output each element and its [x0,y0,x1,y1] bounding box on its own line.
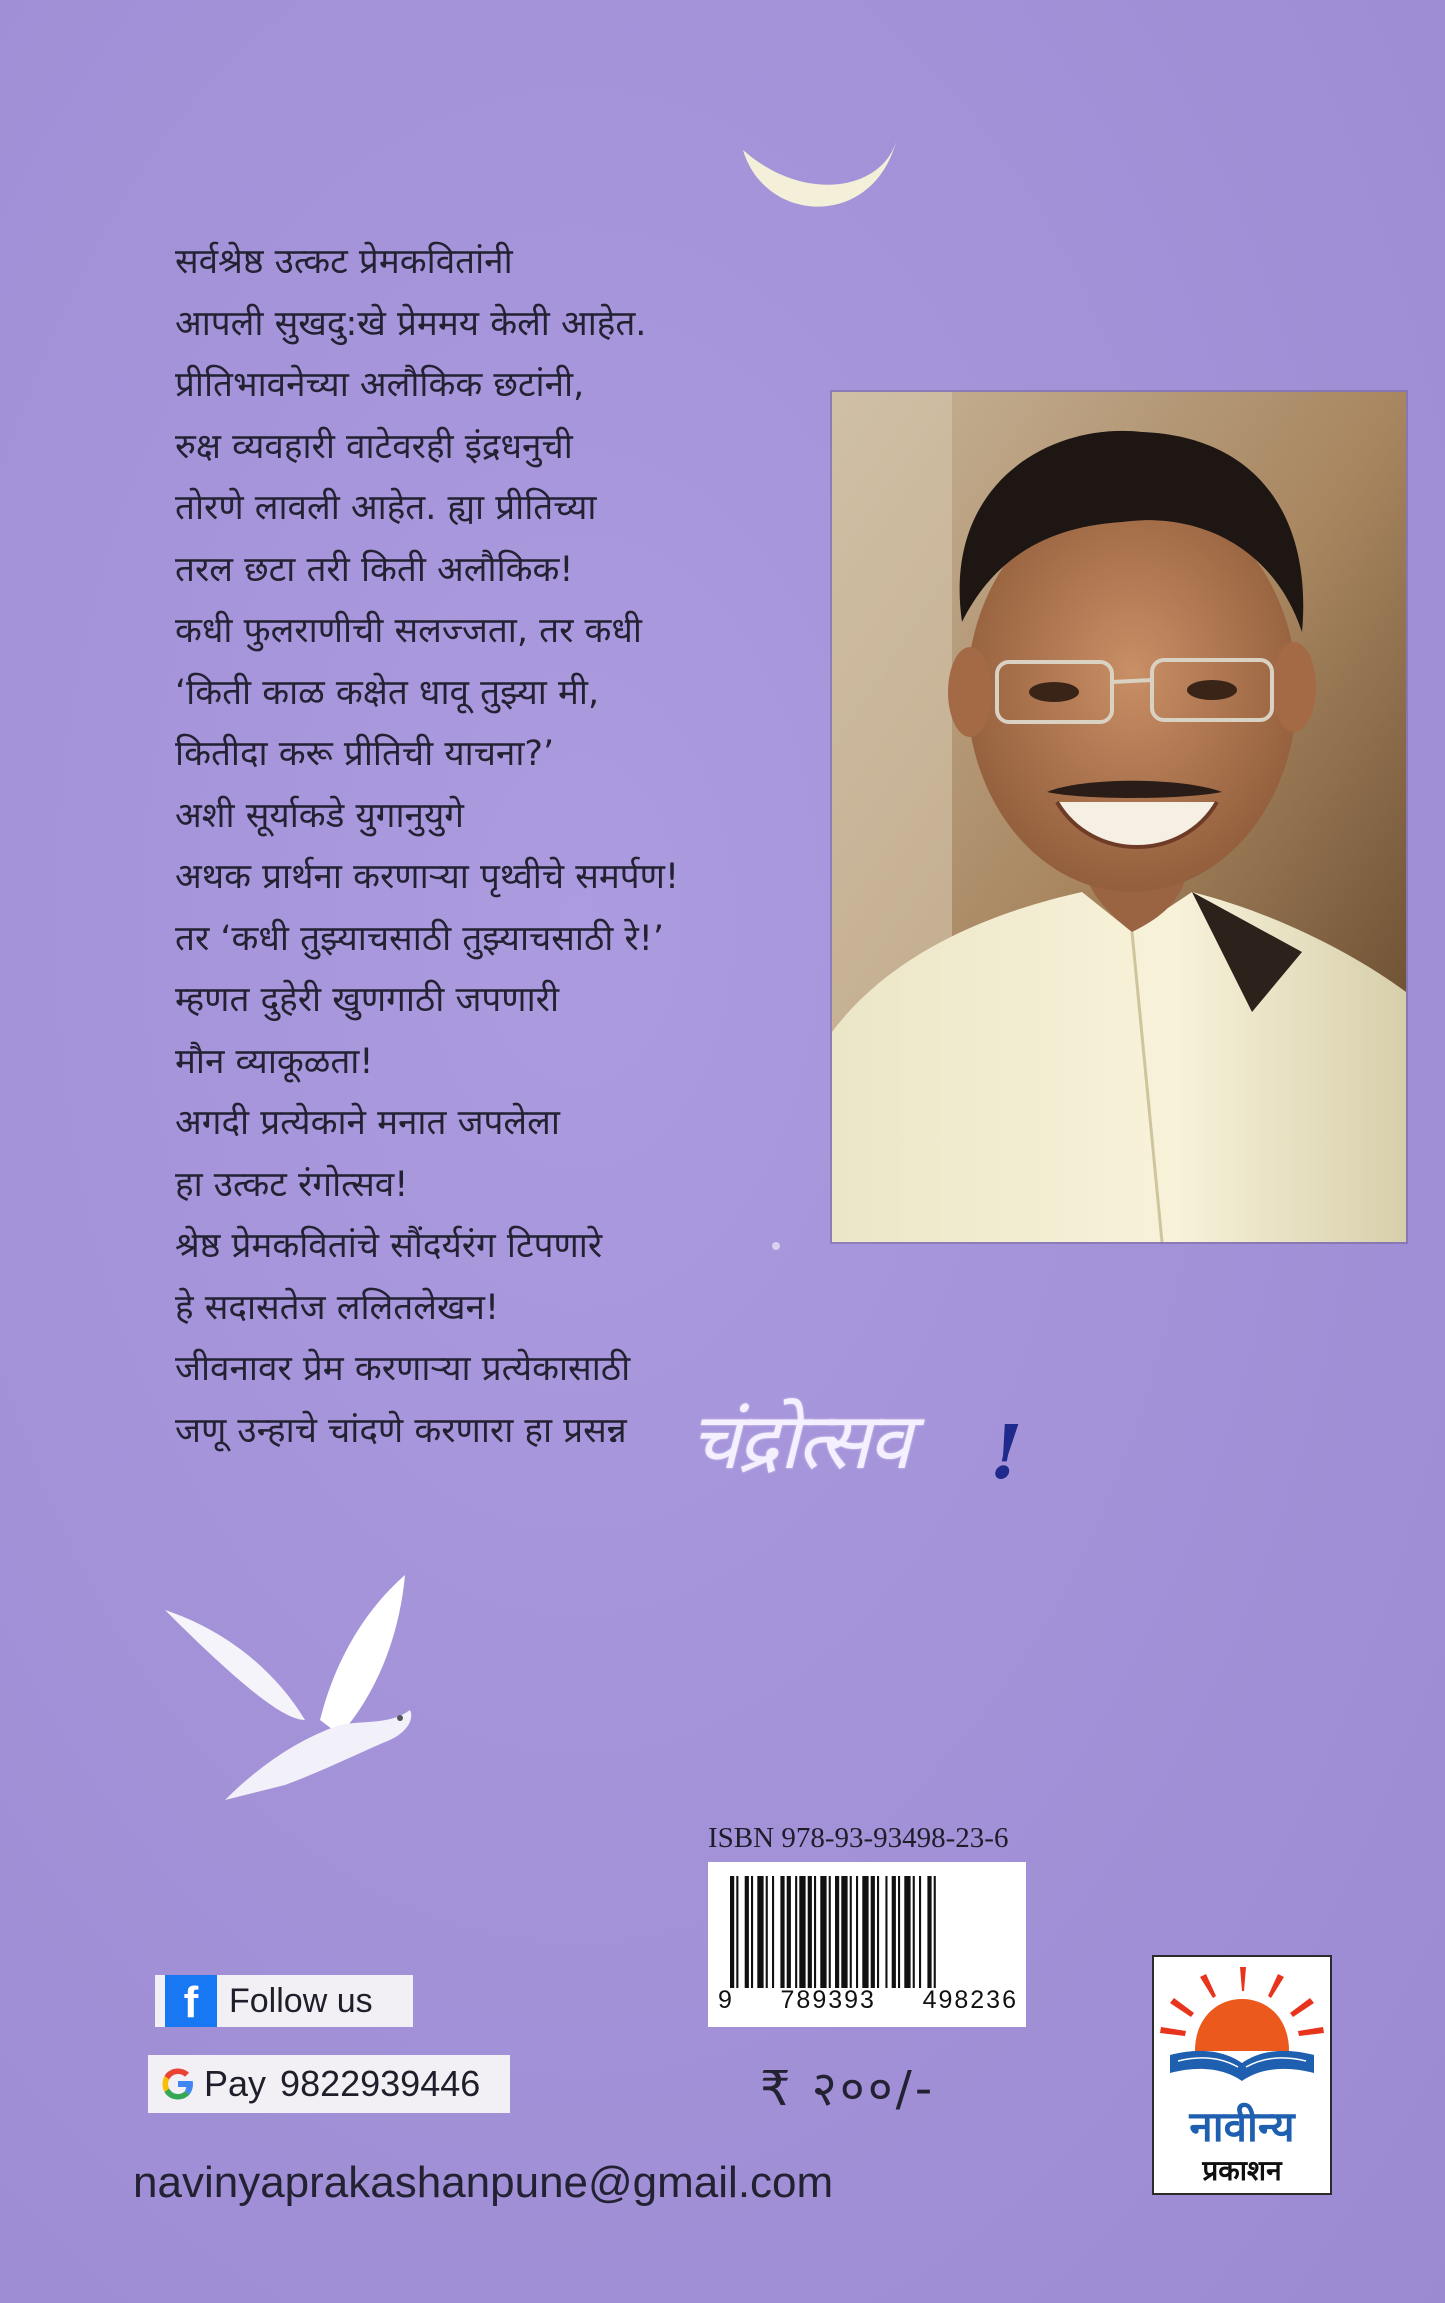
barcode-bar [862,1876,868,1988]
barcode-bar [751,1876,753,1988]
barcode-bar [808,1876,812,1988]
barcode-bar [799,1876,805,1988]
barcode-bar [736,1876,738,1988]
blurb-line: हे सदासतेज ललितलेखन! [175,1287,500,1328]
price: ₹ २००/- [760,2061,936,2117]
blurb-line: तर ‘कधी तुझ्याचसाठी तुझ्याचसाठी रे!’ [175,918,664,959]
barcode-bar [787,1876,791,1988]
barcode-bar [919,1876,921,1988]
publisher-email[interactable]: navinyaprakashanpune@gmail.com [133,2158,834,2207]
barcode-bar [898,1876,900,1988]
barcode-digit-lead: 9 [718,1986,734,2014]
barcode-bar [877,1876,879,1988]
facebook-follow-label: Follow us [229,1981,373,2020]
barcode-digits [718,1986,1018,2015]
google-pay-icon [158,2064,198,2104]
author-photo [832,392,1406,1242]
barcode-bar [745,1876,749,1988]
blurb-line: श्रेष्ठ प्रेमकवितांचे सौंदर्यरंग टिपणारे [175,1226,603,1266]
title-signature: चंद्रोत्सव [690,1397,910,1487]
blurb-line: आपली सुखदु:खे प्रेममय केली आहेत. [175,303,647,344]
google-pay-label: Pay [204,2063,267,2104]
google-pay-badge[interactable] [148,2055,510,2113]
barcode-bar [904,1876,910,1988]
barcode-bar [871,1876,875,1988]
barcode-bars [730,1876,1010,1988]
blurb-line: म्हणत दुहेरी खुणगाठी जपणारी [175,980,560,1020]
isbn-label: ISBN 978-93-93498-23-6 [708,1822,1009,1854]
barcode-bar [814,1876,816,1988]
barcode-bar [730,1876,734,1988]
blurb-line: अशी सूर्याकडे युगानुयुगे [175,795,464,836]
blurb-line: तोरणे लावली आहेत. ह्या प्रीतिच्या [175,488,597,528]
blurb-line: तरल छटा तरी किती अलौकिक! [175,549,574,590]
blurb-line: अगदी प्रत्येकाने मनात जपलेला [175,1103,560,1143]
barcode-bar [766,1876,768,1988]
barcode-bar [927,1876,931,1988]
blurb-text [175,232,815,1462]
blurb-line: रुक्ष व्यवहारी वाटेवरही इंद्रधनुची [175,426,573,467]
speck [772,1242,780,1250]
google-pay-number: 9822939446 [280,2063,481,2104]
barcode-bar [757,1876,763,1988]
barcode-digit-left: 789393 [780,1986,876,2014]
title-signature-exclamation: ! [990,1410,1023,1496]
blurb-line: मौन व्याकूळता! [175,1041,374,1082]
blurb-line: जीवनावर प्रेम करणाऱ्या प्रत्येकासाठी [175,1349,631,1389]
barcode-bar [780,1876,784,1988]
barcode-bar [795,1876,797,1988]
facebook-follow-badge[interactable] [155,1975,413,2027]
barcode-bar [892,1876,896,1988]
barcode-bar [841,1876,847,1988]
barcode-bar [829,1876,831,1988]
publisher-name: नावीन्य [1189,2102,1295,2151]
barcode [708,1862,1026,2027]
blurb-line: ‘किती काळ कक्षेत धावू तुझ्या मी, [175,672,600,713]
facebook-icon: f [165,1975,217,2027]
barcode-bar [913,1876,915,1988]
publisher-logo [1152,1955,1332,2195]
barcode-digit-right: 498236 [922,1986,1018,2014]
publisher-subtitle: प्रकाशन [1202,2154,1282,2187]
blurb-line: कितीदा करू प्रीतिची याचना?’ [175,734,555,774]
barcode-bar [835,1876,839,1988]
barcode-bar [772,1876,774,1988]
barcode-bar [820,1876,826,1988]
crescent-moon-icon [735,130,905,240]
blurb-line: सर्वश्रेष्ठ उत्कट प्रेमकवितांनी [175,242,513,282]
blurb-line: कधी फुलराणीची सलज्जता, तर कधी [175,611,642,651]
rising-sun-book-icon [1160,1963,1324,2093]
dove-icon [165,1570,430,1810]
barcode-bar [934,1876,936,1988]
blurb-line: जणू उन्हाचे चांदणे करणारा हा प्रसन्न [175,1410,627,1451]
blurb-line: अथक प्रार्थना करणाऱ्या पृथ्वीचे समर्पण! [175,857,680,897]
barcode-bar [885,1876,887,1988]
blurb-line: प्रीतिभावनेच्या अलौकिक छटांनी, [175,365,585,405]
blurb-line: हा उत्कट रंगोत्सव! [175,1164,409,1205]
barcode-bar [856,1876,858,1988]
barcode-bar [850,1876,852,1988]
